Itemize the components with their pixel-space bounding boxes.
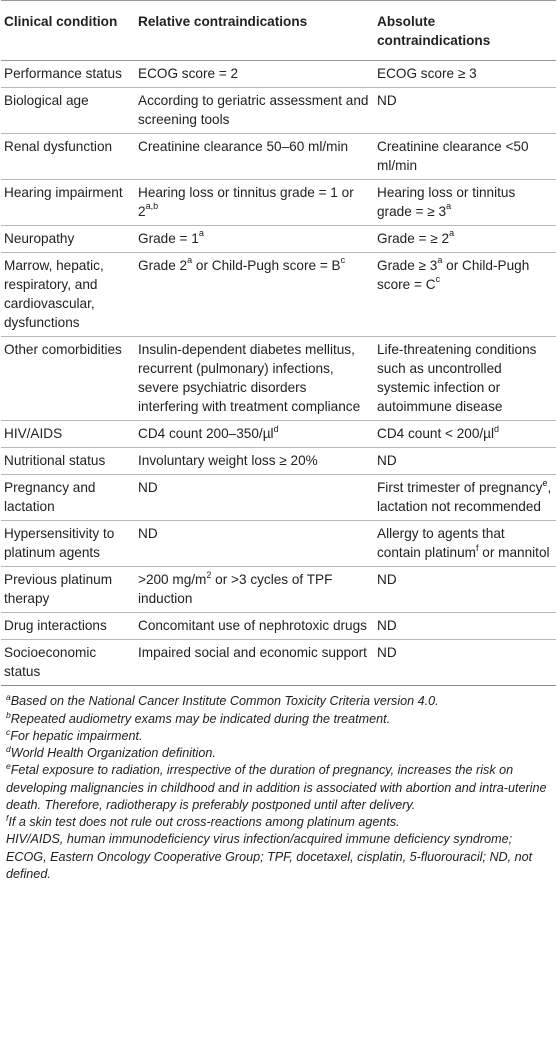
table-footnotes xyxy=(6,693,551,883)
cell-text: Grade = ≥ 2 xyxy=(377,230,450,246)
footnote-letter: e xyxy=(6,761,11,772)
footnote-text: Repeated audiometry exams may be indicated during the treatment. xyxy=(10,711,391,726)
cell-relative-contraindication xyxy=(135,640,374,686)
footnote-letter: d xyxy=(6,744,11,754)
footnote-letter: a xyxy=(6,692,11,703)
table-row xyxy=(1,613,556,640)
cell-absolute-contraindication xyxy=(374,448,556,475)
cell-relative-contraindication xyxy=(135,521,374,567)
footnote-marker: e xyxy=(542,477,548,488)
cell-relative-contraindication xyxy=(135,179,374,225)
cell-clinical-condition: Other comorbidities xyxy=(1,336,135,420)
footnote-text: Based on the National Cancer Institute Common Toxicity Criteria version 4.0. xyxy=(10,694,439,709)
cell-text: CD4 count < 200/µl xyxy=(377,426,495,442)
cell-text: Creatinine clearance 50–60 ml/min xyxy=(138,138,349,154)
footnote-marker: a xyxy=(187,255,193,266)
cell-clinical-condition: Pregnancy and lactation xyxy=(1,475,135,521)
cell-text: Insulin-dependent diabetes mellitus, recurrent (pulmonary) infections, severe psychiatric disorders interfering with treatment compliance xyxy=(138,341,361,415)
cell-relative-contraindication xyxy=(135,421,374,448)
footnote-text: If a skin test does not rule out cross-reactions among platinum agents. xyxy=(8,815,400,830)
cell-clinical-condition: HIV/AIDS xyxy=(1,421,135,448)
cell-text: First trimester of pregnancy xyxy=(377,480,543,496)
cell-text: ND xyxy=(377,645,397,661)
cell-relative-contraindication xyxy=(135,225,374,252)
table-row xyxy=(1,87,556,133)
footnote-marker: c xyxy=(435,274,441,285)
cell-text: , lactation not recommended xyxy=(377,480,552,515)
cell-absolute-contraindication xyxy=(374,133,556,179)
table-body xyxy=(1,60,556,686)
cell-text: ND xyxy=(138,526,158,542)
cell-relative-contraindication xyxy=(135,475,374,521)
cell-text: ND xyxy=(377,453,397,469)
table-row xyxy=(1,448,556,475)
table-header-row xyxy=(1,1,556,61)
cell-relative-contraindication xyxy=(135,252,374,336)
cell-text: Concomitant use of nephrotoxic drugs xyxy=(138,618,367,634)
footnote-letter: b xyxy=(6,709,11,720)
cell-text: ND xyxy=(377,618,397,634)
footnote-marker: a xyxy=(446,201,452,212)
cell-clinical-condition: Biological age xyxy=(1,87,135,133)
cell-clinical-condition: Marrow, hepatic, respiratory, and cardiovascular, dysfunctions xyxy=(1,252,135,336)
table-row xyxy=(1,475,556,521)
cell-text: or mannitol xyxy=(478,545,550,561)
cell-absolute-contraindication xyxy=(374,60,556,87)
footnote-marker: a xyxy=(437,255,443,266)
footnote-text: World Health Organization definition. xyxy=(10,746,216,761)
cell-relative-contraindication xyxy=(135,133,374,179)
cell-text: Grade = 1 xyxy=(138,230,199,246)
cell-text: According to geriatric assessment and screening tools xyxy=(138,92,369,127)
cell-absolute-contraindication xyxy=(374,336,556,420)
cell-absolute-contraindication xyxy=(374,567,556,613)
header-absolute-contraindications: Absolute contraindications xyxy=(374,1,556,61)
footnote-marker: a xyxy=(198,228,204,239)
cell-relative-contraindication xyxy=(135,60,374,87)
cell-text: Involuntary weight loss ≥ 20% xyxy=(138,453,318,469)
cell-text: or Child-Pugh score = C xyxy=(377,257,530,292)
cell-text: ECOG score ≥ 3 xyxy=(377,65,477,81)
cell-absolute-contraindication xyxy=(374,252,556,336)
cell-clinical-condition: Nutritional status xyxy=(1,448,135,475)
cell-clinical-condition: Socioeconomic status xyxy=(1,640,135,686)
header-relative-contraindications: Relative contraindications xyxy=(135,1,374,61)
cell-text: Creatinine clearance <50 ml/min xyxy=(377,138,529,173)
contraindications-table xyxy=(1,0,556,686)
cell-absolute-contraindication xyxy=(374,521,556,567)
cell-text: or Child-Pugh score = B xyxy=(192,257,341,273)
cell-text: ND xyxy=(138,480,158,496)
cell-relative-contraindication xyxy=(135,336,374,420)
cell-absolute-contraindication xyxy=(374,421,556,448)
cell-clinical-condition: Performance status xyxy=(1,60,135,87)
footnote-marker: d xyxy=(273,423,279,434)
footnote xyxy=(6,745,551,762)
table-row xyxy=(1,336,556,420)
cell-clinical-condition: Previous platinum therapy xyxy=(1,567,135,613)
cell-text: Grade ≥ 3 xyxy=(377,257,438,273)
cell-relative-contraindication xyxy=(135,448,374,475)
footnote-text: HIV/AIDS, human immunodeficiency virus infection/acquired immune deficiency syndrome; ECOG, Eastern Oncology Cooperative Group; TPF, docetaxel, cisplatin, 5-fluorouracil; ND, not defined. xyxy=(6,832,533,881)
header-clinical-condition: Clinical condition xyxy=(1,1,135,61)
table-row xyxy=(1,421,556,448)
footnote xyxy=(6,831,551,883)
cell-absolute-contraindication xyxy=(374,613,556,640)
cell-text: Hearing loss or tinnitus grade = ≥ 3 xyxy=(377,184,516,219)
table-row xyxy=(1,225,556,252)
cell-text: >200 mg/m xyxy=(138,572,207,588)
cell-clinical-condition: Drug interactions xyxy=(1,613,135,640)
footnote xyxy=(6,728,551,745)
cell-absolute-contraindication xyxy=(374,640,556,686)
footnote xyxy=(6,711,551,728)
cell-text: Impaired social and economic support xyxy=(138,645,367,661)
cell-clinical-condition: Hearing impairment xyxy=(1,179,135,225)
footnote-marker: a xyxy=(449,228,455,239)
cell-clinical-condition: Hypersensitivity to platinum agents xyxy=(1,521,135,567)
cell-text: Life-threatening conditions such as uncontrolled systemic infection or autoimmune disease xyxy=(377,341,537,415)
cell-clinical-condition: Renal dysfunction xyxy=(1,133,135,179)
table-row xyxy=(1,521,556,567)
cell-absolute-contraindication xyxy=(374,87,556,133)
cell-absolute-contraindication xyxy=(374,225,556,252)
footnote-marker: c xyxy=(340,255,346,266)
footnote-text: For hepatic impairment. xyxy=(10,728,143,743)
table-row xyxy=(1,60,556,87)
cell-text: ND xyxy=(377,92,397,108)
table-row xyxy=(1,640,556,686)
cell-absolute-contraindication xyxy=(374,179,556,225)
cell-text: CD4 count 200–350/µl xyxy=(138,426,274,442)
cell-text: ECOG score = 2 xyxy=(138,65,239,81)
footnote xyxy=(6,693,551,710)
footnote-marker: 2 xyxy=(206,569,212,580)
cell-text: or >3 cycles of TPF induction xyxy=(138,572,333,607)
footnote-marker: f xyxy=(476,542,479,553)
footnote-marker: a,b xyxy=(145,201,159,212)
footnote-marker: d xyxy=(494,423,500,434)
cell-relative-contraindication xyxy=(135,613,374,640)
table-row xyxy=(1,179,556,225)
cell-relative-contraindication xyxy=(135,567,374,613)
cell-text: Grade 2 xyxy=(138,257,188,273)
footnote-text: Fetal exposure to radiation, irrespective of the duration of pregnancy, increases the risk on developing malignancies in childhood and in addition is associated with abortion and intra-uterine death. Therefore, radiotherapy is preferably postponed until after delivery. xyxy=(6,763,547,812)
cell-absolute-contraindication xyxy=(374,475,556,521)
cell-clinical-condition: Neuropathy xyxy=(1,225,135,252)
footnote-letter: c xyxy=(6,726,11,737)
footnote xyxy=(6,762,551,814)
footnote xyxy=(6,814,551,831)
cell-relative-contraindication xyxy=(135,87,374,133)
footnote-letter: f xyxy=(6,813,9,823)
cell-text: Allergy to agents that contain platinum xyxy=(377,526,505,561)
table-row xyxy=(1,252,556,336)
table-row xyxy=(1,133,556,179)
cell-text: ND xyxy=(377,572,397,588)
cell-text: Hearing loss or tinnitus grade = 1 or 2 xyxy=(138,184,354,219)
table-row xyxy=(1,567,556,613)
